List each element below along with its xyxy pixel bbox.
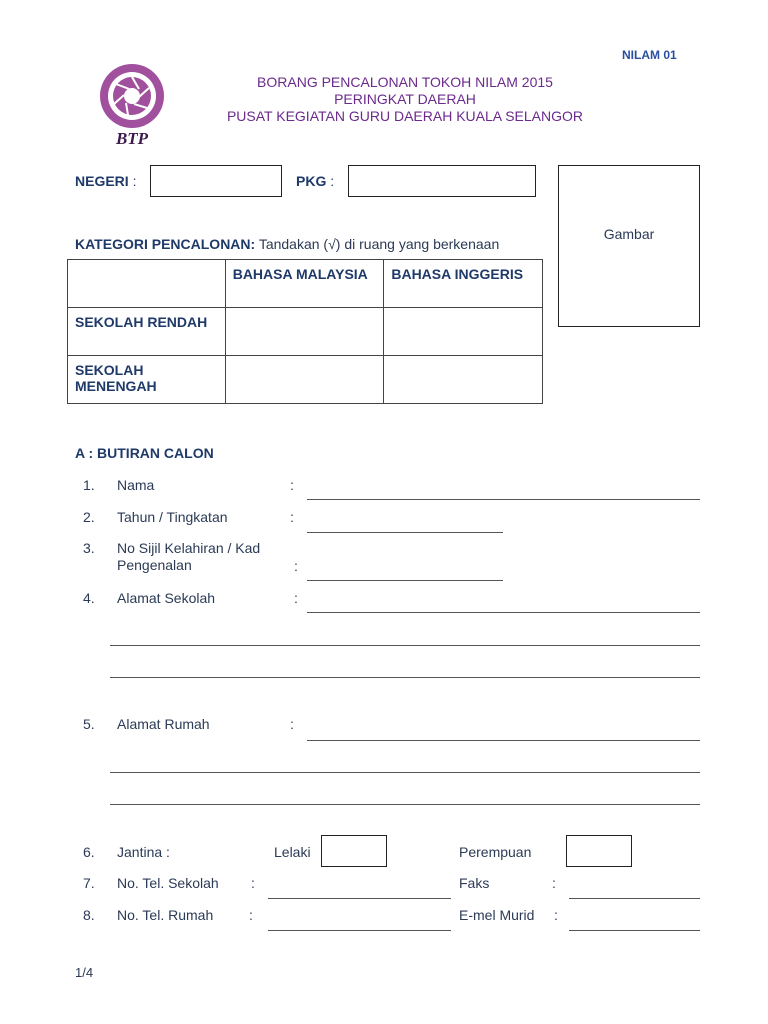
- checkbox-cell-menengah-bi[interactable]: [384, 356, 543, 404]
- form-title: [190, 74, 620, 125]
- lelaki-label: Lelaki: [274, 844, 311, 860]
- svg-text:BTP: BTP: [115, 129, 149, 148]
- kategori-table: [67, 259, 543, 404]
- jantina-label: Jantina :: [117, 844, 170, 860]
- page-number: 1/4: [75, 965, 94, 980]
- btp-logo: [92, 60, 172, 150]
- row-sekolah-rendah: SEKOLAH RENDAH: [68, 308, 226, 356]
- photo-label: Gambar: [603, 226, 655, 242]
- alamat-sekolah-label: Alamat Sekolah: [117, 590, 216, 606]
- negeri-field[interactable]: [150, 165, 282, 197]
- tahun-tingkatan-label: Tahun / Tingkatan: [117, 509, 228, 525]
- item-number: 6.: [83, 844, 95, 860]
- colon: :: [290, 477, 294, 493]
- alamat-rumah-label: Alamat Rumah: [117, 716, 210, 732]
- item-number: 7.: [83, 875, 95, 891]
- form-code: NILAM 01: [622, 48, 677, 62]
- colon: :: [554, 907, 558, 923]
- emel-murid-input-line[interactable]: [569, 930, 700, 931]
- table-corner-cell: [68, 260, 226, 308]
- title-line-3: PUSAT KEGIATAN GURU DAERAH KUALA SELANGOR: [226, 108, 584, 124]
- checkbox-cell-menengah-bm[interactable]: [225, 356, 384, 404]
- column-bahasa-inggeris: BAHASA INGGERIS: [384, 260, 543, 308]
- colon: :: [251, 875, 255, 891]
- tel-sekolah-label: No. Tel. Sekolah: [117, 875, 219, 891]
- item-number: 1.: [83, 477, 95, 493]
- checkbox-cell-rendah-bi[interactable]: [384, 308, 543, 356]
- lelaki-checkbox[interactable]: [321, 835, 387, 867]
- kategori-label: KATEGORI PENCALONAN:: [75, 236, 256, 252]
- perempuan-label: Perempuan: [459, 844, 532, 860]
- item-number: 4.: [83, 590, 95, 606]
- section-a-title: A : BUTIRAN CALON: [75, 445, 214, 461]
- column-bahasa-malaysia: BAHASA MALAYSIA: [225, 260, 384, 308]
- item-number: 8.: [83, 907, 95, 923]
- photo-box[interactable]: [558, 165, 700, 327]
- tel-rumah-label: No. Tel. Rumah: [117, 907, 214, 923]
- item-number: 3.: [83, 540, 95, 556]
- alamat-sekolah-input-line[interactable]: [307, 612, 700, 613]
- no-sijil-label: No Sijil Kelahiran / Kad Pengenalan: [117, 540, 261, 573]
- no-sijil-input-line[interactable]: [307, 580, 503, 581]
- pkg-field[interactable]: [348, 165, 536, 197]
- pkg-label: PKG :: [296, 173, 335, 189]
- faks-input-line[interactable]: [569, 898, 700, 899]
- table-row: [68, 356, 543, 404]
- table-header-row: [68, 260, 543, 308]
- kategori-heading: [75, 236, 499, 252]
- nama-input-line[interactable]: [307, 499, 700, 500]
- table-row: [68, 308, 543, 356]
- title-line-1: BORANG PENCALONAN TOKOH NILAM 2015: [257, 74, 553, 90]
- nama-label: Nama: [117, 477, 155, 493]
- checkbox-cell-rendah-bm[interactable]: [225, 308, 384, 356]
- item-number: 2.: [83, 509, 95, 525]
- alamat-rumah-input-line[interactable]: [307, 740, 700, 741]
- kategori-instruction: Tandakan (√) di ruang yang berkenaan: [258, 236, 500, 252]
- emel-murid-label: E-mel Murid: [459, 907, 535, 923]
- alamat-sekolah-input-line-3[interactable]: [110, 677, 700, 678]
- alamat-rumah-input-line-2[interactable]: [110, 772, 700, 773]
- tahun-tingkatan-input-line[interactable]: [307, 532, 503, 533]
- row-sekolah-menengah: SEKOLAH MENENGAH: [68, 356, 226, 404]
- tel-rumah-input-line[interactable]: [268, 930, 451, 931]
- colon: :: [290, 716, 294, 732]
- alamat-rumah-input-line-3[interactable]: [110, 804, 700, 805]
- tel-sekolah-input-line[interactable]: [268, 898, 451, 899]
- item-number: 5.: [83, 716, 95, 732]
- colon: :: [249, 907, 253, 923]
- colon: :: [294, 558, 298, 574]
- colon: :: [552, 875, 556, 891]
- colon: :: [294, 590, 298, 606]
- perempuan-checkbox[interactable]: [566, 835, 632, 867]
- title-line-2: PERINGKAT DAERAH: [334, 91, 476, 107]
- colon: :: [290, 509, 294, 525]
- negeri-label: NEGERI :: [75, 173, 137, 189]
- alamat-sekolah-input-line-2[interactable]: [110, 645, 700, 646]
- faks-label: Faks: [459, 875, 490, 891]
